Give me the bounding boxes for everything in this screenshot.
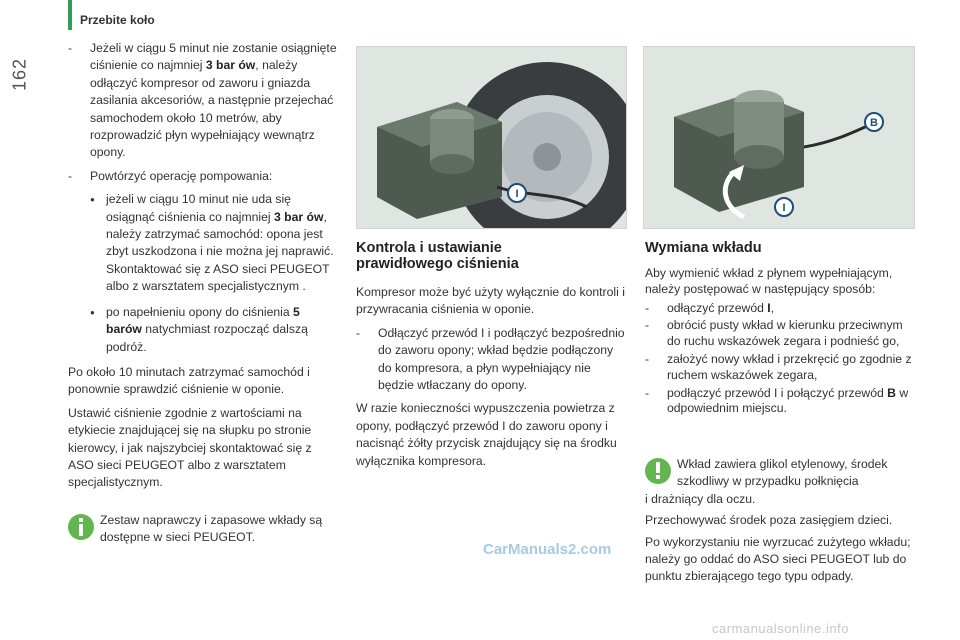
paragraph: Przechowywać środek poza zasięgiem dzieci. [645,513,893,528]
text: założyć nowy wkład i przekręcić go zgodnie z ruchem wskazówek zegara, [667,351,912,382]
text: podłączyć przewód I i połączyć przewód [667,385,888,400]
bullet-item [68,191,338,295]
info-icon [68,514,94,540]
warning-box [645,456,915,586]
list-item [645,352,915,384]
cartridge-replacement-image [643,46,915,229]
warning-icon [645,458,671,484]
paragraph: Aby wymienić wkład z płynem wypełniającym, należy postępować w następujący sposób: [645,266,893,296]
section-title-cartridge: Wymiana wkładu [645,240,762,256]
bold-value: 3 bar ów [274,209,324,224]
info-text: Zestaw naprawczy i zapasowe wkłady są dostępne w sieci PEUGEOT. [100,513,323,545]
warning-text: Wkład zawiera glikol etylenowy, środek szkodliwy w przypadku połknięcia [677,457,888,489]
text: obrócić pusty wkład w kierunku przeciwnym do ruchu wskazówek zegara i podnieść go, [667,318,903,349]
paragraph: Kompresor może być użyty wyłącznie do kontroli i przywracania ciśnienia w oponie. [356,285,625,317]
page-number: 162 [9,57,30,91]
warning-text-continued: i drażniący dla oczu. [645,491,756,506]
paragraph: W razie konieczności wypuszczenia powietrza z opony, podłączyć przewód I do zaworu opony i nacisnąć żółty przycisk znajdujący się na środku wyłącznika kompresora. [356,401,617,468]
text: odłączyć przewód [667,300,768,315]
text: , należy odłączyć kompresor od zaworu i gniazda zasilania akcesoriów, a następnie przejechać samochodem około 10 metrów, aby rozprowadzić płyn wypełniający wewnątrz opony. [90,58,334,160]
paragraph: Po około 10 minutach zatrzymać samochód i ponownie sprawdzić ciśnienie w oponie. [68,364,310,397]
paragraph: Po wykorzystaniu nie wyrzucać zużytego wkładu; należy go oddać do ASO sieci PEUGEOT lub do punktu zbierającego tego typu odpady. [645,534,911,584]
section-title-pressure [356,240,626,272]
text: Powtórzyć operację pompowania: [90,168,273,183]
list-item [68,40,338,162]
warning-block [645,456,915,491]
left-column [68,40,338,498]
bold-value: 3 bar ów [205,58,256,73]
list-item [645,301,915,317]
text: w odpowiednim miejscu. [667,385,909,416]
text: , należy zatrzymać samochód: opona jest zbyt uszkodzona i nie można jej naprawić. Skontaktować się z ASO sieci PEUGEOT albo z warsztatem specjalistycznym . [106,209,334,294]
text: natychmiast rozpocząć dalszą podróż. [106,322,308,354]
image-label-I: I [782,202,786,214]
page-title: Przebite koło [80,13,155,27]
middle-column [356,284,626,476]
text: , [770,300,775,315]
bullet-item [68,304,338,356]
text: Jeżeli w ciągu 5 minut nie zostanie osiągnięte ciśnienie co najmniej [90,41,337,73]
right-column [645,266,915,423]
header-accent-bar [68,0,72,30]
bold-value: I [767,300,771,315]
cartridge-illustration [644,47,914,228]
list-item [68,168,338,185]
text: po napełnieniu opony do ciśnienia [106,304,294,319]
list-item [645,318,915,350]
image-label-I: I [515,188,519,200]
compressor-illustration [357,47,626,228]
paragraph: Ustawić ciśnienie zgodnie z wartościami na etykiecie znajdującej się na słupku po stronie kierowcy, i jak najszybciej skontaktować się z ASO sieci PEUGEOT albo z warsztatem specjalistycznym. [68,405,312,490]
title-line: Kontrola i ustawianie [356,240,502,256]
bold-value: B [887,385,896,400]
text: jeżeli w ciągu 10 minut nie uda się osiągnąć ciśnienia co najmniej [106,192,291,224]
footer-watermark: carmanualsonline.info [712,621,849,636]
info-box [68,512,370,547]
center-watermark: CarManuals2.com [483,541,612,558]
list-item [356,325,626,395]
image-label-B: B [870,117,878,129]
compressor-tyre-image [356,46,627,229]
title-line: prawidłowego ciśnienia [356,256,519,272]
list-item [645,386,915,418]
bold-value: 5 barów [106,304,300,337]
text: Odłączyć przewód I i podłączyć bezpośrednio do zaworu opony; wkład będzie podłączony do kompresora, a płyn wypełniający nie będzie wtłaczany do opony. [378,325,625,393]
